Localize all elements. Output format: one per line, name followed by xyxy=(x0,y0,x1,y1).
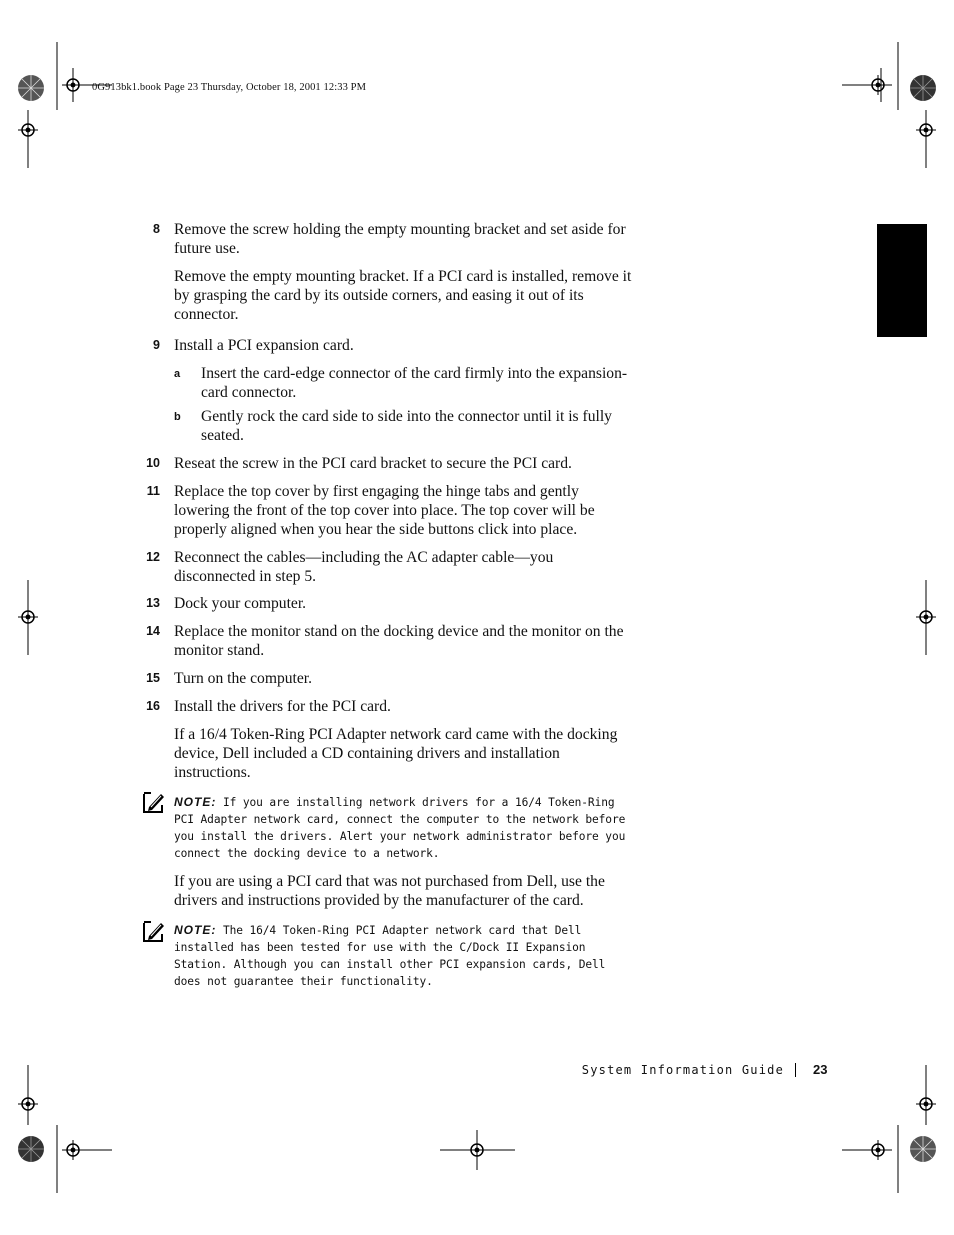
step-number: 15 xyxy=(146,671,160,685)
registration-mark-icon xyxy=(868,75,888,95)
note-body: If you are installing network drivers for a 16/4 Token-Ring PCI Adapter network card, connect the computer to the network before you install the drivers. Alert your network administrator before you connect the docking device to a network. xyxy=(174,796,626,860)
registration-mark-icon xyxy=(916,607,936,627)
step-number: 12 xyxy=(146,550,160,564)
step-text: Replace the top cover by first engaging the hinge tabs and gently lowering the front of the top cover into place. The top cover will be properly aligned when you hear the side buttons click into place. xyxy=(174,483,595,538)
registration-mark-icon xyxy=(467,1140,487,1160)
registration-mark-icon xyxy=(18,120,38,140)
step-number: 14 xyxy=(146,624,160,638)
registration-mark-icon xyxy=(916,1094,936,1114)
book-header: 0G913bk1.book Page 23 Thursday, October 18, 2001 12:33 PM xyxy=(92,82,367,93)
starburst-mark-icon xyxy=(909,74,937,102)
note-body: The 16/4 Token-Ring PCI Adapter network card that Dell installed has been tested for use with the C/Dock II Expansion Station. Although you can install other PCI expansion cards, Dell does not guarantee their functionality. xyxy=(174,924,606,988)
step-text: Replace the monitor stand on the docking device and the monitor on the monitor stand. xyxy=(174,623,624,659)
registration-mark-icon xyxy=(916,120,936,140)
note-label: NOTE: xyxy=(174,795,217,809)
step-text: Install a PCI expansion card. xyxy=(174,337,354,354)
substep-letter: a xyxy=(174,368,181,380)
paragraph: Remove the empty mounting bracket. If a PCI card is installed, remove it by grasping the card by its outside corners, and easing it out of its connector. xyxy=(174,268,632,323)
step-text: Reconnect the cables—including the AC adapter cable—you disconnected in step 5. xyxy=(174,549,554,585)
step-text: Reseat the screw in the PCI card bracket to secure the PCI card. xyxy=(174,455,572,472)
substep-letter: b xyxy=(174,411,181,423)
step-number: 8 xyxy=(153,222,160,236)
step-number: 11 xyxy=(146,484,160,498)
starburst-mark-icon xyxy=(17,74,45,102)
step-text: Remove the screw holding the empty mounting bracket and set aside for future use. xyxy=(174,221,626,257)
substep-text: Gently rock the card side to side into the connector until it is fully seated. xyxy=(201,408,612,444)
step-number: 9 xyxy=(153,338,160,352)
paragraph: If you are using a PCI card that was not purchased from Dell, use the drivers and instructions provided by the manufacturer of the card. xyxy=(174,873,605,909)
substep-text: Insert the card-edge connector of the card firmly into the expansion-card connector. xyxy=(201,365,628,401)
note-label: NOTE: xyxy=(174,923,217,937)
step-number: 13 xyxy=(146,596,160,610)
step-text: Turn on the computer. xyxy=(174,670,313,687)
step-number: 16 xyxy=(146,699,160,713)
registration-mark-icon xyxy=(868,1140,888,1160)
starburst-mark-icon xyxy=(17,1135,45,1163)
footer-title: System Information Guide xyxy=(581,1063,784,1077)
step-text: Install the drivers for the PCI card. xyxy=(174,698,391,715)
registration-mark-icon xyxy=(63,75,83,95)
step-text: Dock your computer. xyxy=(174,595,307,612)
registration-mark-icon xyxy=(18,607,38,627)
registration-mark-icon xyxy=(18,1094,38,1114)
starburst-mark-icon xyxy=(909,1135,937,1163)
page-number: 23 xyxy=(813,1062,828,1077)
step-number: 10 xyxy=(146,456,160,470)
registration-mark-icon xyxy=(63,1140,83,1160)
paragraph: If a 16/4 Token-Ring PCI Adapter network card came with the docking device, Dell included a CD containing drivers and installation instructions. xyxy=(174,726,618,781)
